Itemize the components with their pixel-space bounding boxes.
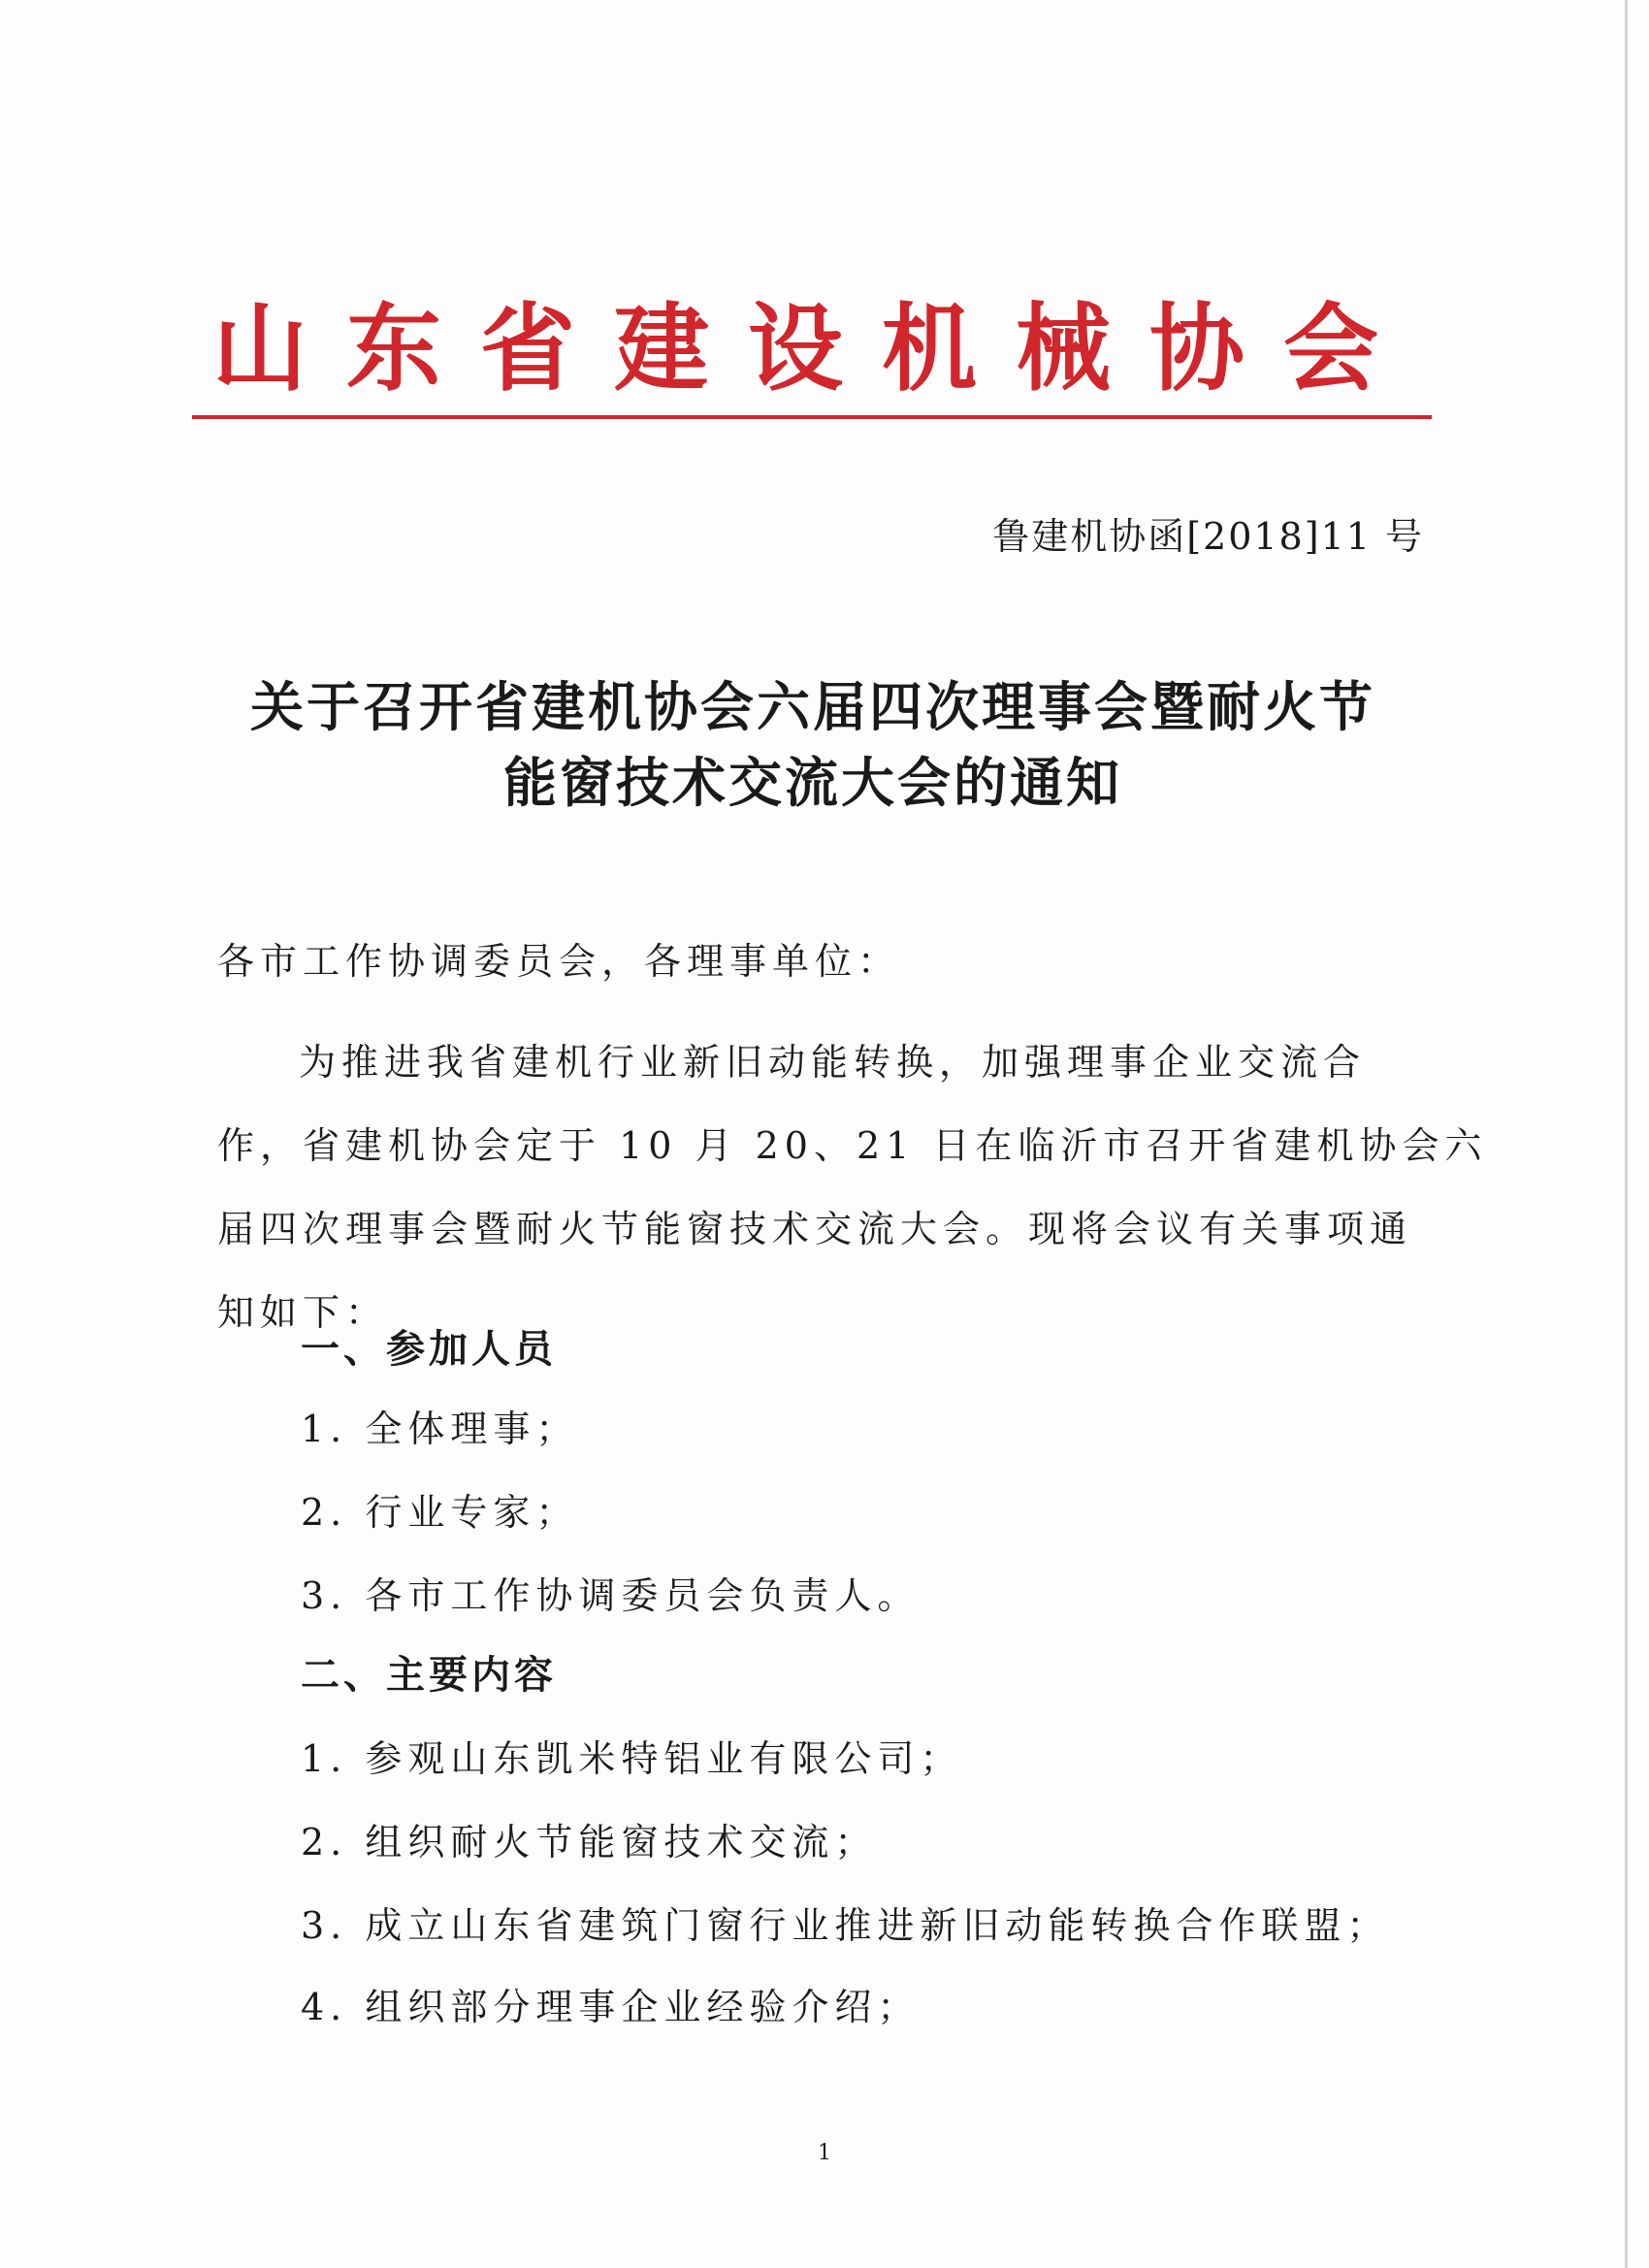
title-line-1: 关于召开省建机协会六届四次理事会暨耐火节 [249, 676, 1375, 738]
title-line-2: 能窗技术交流大会的通知 [502, 752, 1122, 814]
intro-line-4: 知如下： [217, 1291, 389, 1334]
section-heading-main-content: 二、主要内容 [301, 1653, 557, 1698]
page-number: 1 [818, 2141, 831, 2165]
list-item: 1. 全体理事； [301, 1408, 579, 1450]
list-item: 4. 组织部分理事企业经验介绍； [301, 1986, 921, 2028]
intro-line-3: 届四次理事会暨耐火节能窗技术交流大会。现将会议有关事项通 [217, 1208, 1413, 1250]
document-number: 鲁建机协函[2018]11 号 [992, 515, 1424, 558]
intro-line-1: 为推进我省建机行业新旧动能转换，加强理事企业交流合 [299, 1041, 1367, 1084]
salutation: 各市工作协调委员会，各理事单位： [217, 940, 901, 983]
document-title [194, 669, 1432, 821]
list-item: 2. 行业专家； [301, 1491, 579, 1534]
intro-paragraph [217, 1021, 1488, 1354]
list-item: 3. 成立山东省建筑门窗行业推进新旧动能转换合作联盟； [301, 1904, 1390, 1947]
intro-line-2: 作，省建机协会定于 10 月 20、21 日在临沂市召开省建机协会六 [217, 1124, 1488, 1167]
list-item: 1. 参观山东凯米特铝业有限公司； [301, 1737, 963, 1780]
scan-edge [1625, 0, 1628, 2268]
letterhead-red-rule [192, 415, 1432, 419]
list-item: 3. 各市工作协调委员会负责人。 [301, 1574, 921, 1617]
list-item: 2. 组织耐火节能窗技术交流； [301, 1821, 878, 1863]
section-heading-participants: 一、参加人员 [301, 1327, 557, 1372]
letterhead-org-name: 山东省建设机械协会 [211, 294, 1417, 405]
